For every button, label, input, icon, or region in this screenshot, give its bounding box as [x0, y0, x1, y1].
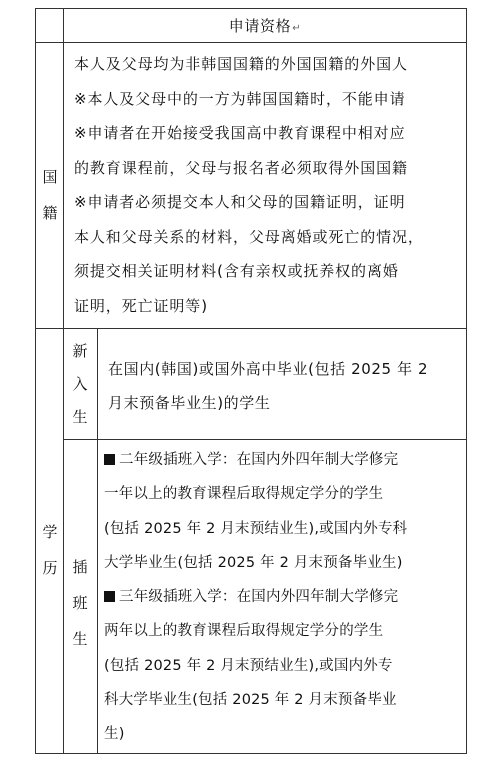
label-char: 籍	[42, 204, 58, 222]
nationality-text	[74, 47, 466, 323]
sublabel-column-rule	[97, 328, 98, 753]
label-char: 入	[72, 375, 88, 393]
pilcrow-mark: ↵	[292, 23, 302, 34]
text-line: 月末预备毕业生)的学生	[108, 394, 271, 412]
section-rule	[36, 328, 466, 329]
text-line: 生)	[104, 726, 125, 743]
header-cell	[64, 11, 466, 44]
label-char: 历	[42, 559, 58, 577]
text-line: 科大学毕业生(包括 2025 年 2 月末预备毕业	[104, 692, 397, 709]
text-line: 大学毕业生(包括 2025 年 2 月末预备毕业生)	[104, 554, 403, 571]
text-line: 须提交相关证明材料(含有亲权或抚养权的离婚	[74, 262, 399, 280]
text-line: ※申请者在开始接受我国高中教育课程中相对应	[74, 124, 406, 142]
label-column-rule	[63, 9, 64, 753]
label-char: 生	[72, 408, 88, 426]
text-line	[104, 580, 466, 614]
text-line: 本人和父母关系的材料，父母离婚或死亡的情况，	[74, 227, 424, 246]
text-line: (包括 2025 年 2 月末预结业生),或国内外专科	[104, 520, 408, 537]
nationality-label	[37, 159, 63, 231]
label-char: 生	[72, 630, 88, 648]
education-label	[37, 514, 63, 586]
text-span: 二年级插班入学：在国内外四年制大学修完	[119, 452, 399, 468]
freshman-label	[67, 335, 93, 434]
text-line: (包括 2025 年 2 月末预结业生),或国内外专	[104, 657, 393, 674]
text-line: 的教育课程前，父母与报名者必须取得外国国籍	[74, 158, 408, 177]
label-char: 新	[72, 342, 88, 360]
text-line: 本人及父母均为非韩国国籍的外国国籍的外国人	[74, 55, 408, 73]
transfer-text	[104, 443, 466, 752]
label-char: 学	[42, 523, 58, 541]
text-line: ※本人及父母中的一方为韩国国籍时，不能申请	[74, 89, 406, 108]
text-span: 三年级插班入学：在国内外四年制大学修完	[119, 589, 399, 606]
freshman-text	[108, 352, 466, 420]
label-char: 插	[72, 558, 88, 576]
header-title: 申请资格	[228, 17, 292, 35]
label-char: 班	[72, 594, 88, 612]
text-line: ※申请者必须提交本人和父母的国籍证明，证明	[74, 193, 406, 211]
bullet-square-icon	[104, 454, 115, 465]
bullet-square-icon	[104, 591, 115, 602]
text-line: 一年以上的教育课程后取得规定学分的学生	[104, 486, 384, 503]
transfer-label	[67, 549, 93, 657]
text-line: 证明，死亡证明等)	[74, 296, 208, 315]
text-line	[104, 443, 466, 477]
subsection-rule	[63, 439, 466, 440]
label-char: 国	[42, 168, 58, 186]
text-line: 在国内(韩国)或国外高中毕业(包括 2025 年 2	[108, 360, 429, 378]
text-line: 两年以上的教育课程后取得规定学分的学生	[104, 623, 384, 640]
eligibility-table	[35, 8, 467, 754]
